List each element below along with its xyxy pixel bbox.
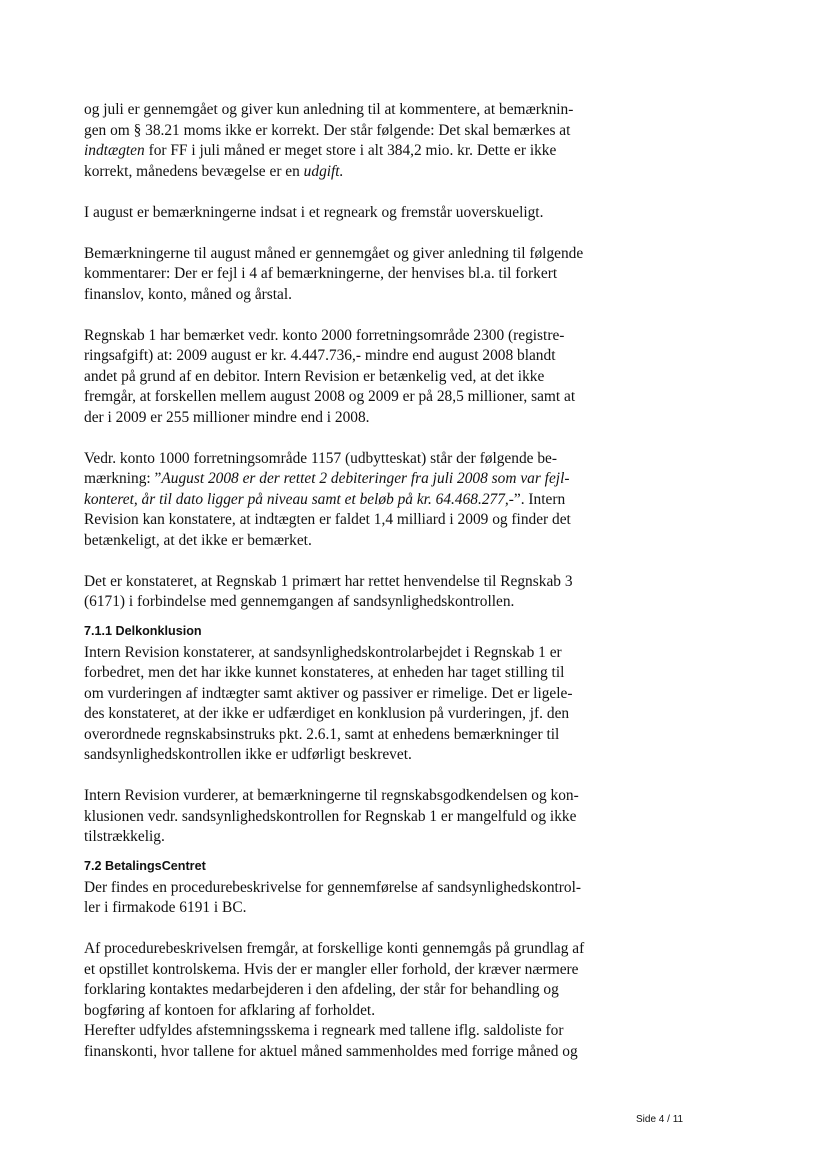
document-page bbox=[84, 100, 624, 1062]
text-fragment: for FF i juli måned er meget store i alt 384,2 mio. kr. Dette er ikke bbox=[144, 142, 557, 159]
text-line: der i 2009 er 255 millioner mindre end i 2008. bbox=[84, 408, 370, 426]
text-line: finanskonti, hvor tallene for aktuel måned sammenholdes med forrige måned og bbox=[84, 1042, 578, 1060]
paragraph-account-2000 bbox=[84, 326, 624, 429]
text-line: Regnskab 1 har bemærket vedr. konto 2000 forretningsområde 2300 (registre- bbox=[84, 326, 565, 344]
text-line: forbedret, men det har ikke kunnet konstateres, at enheden har taget stilling til bbox=[84, 664, 565, 681]
text-line: Intern Revision vurderer, at bemærkningerne til regnskabsgodkendelsen og kon- bbox=[84, 787, 579, 804]
text-line: andet på grund af en debitor. Intern Revision er betænkelig ved, at det ikke bbox=[84, 367, 545, 385]
text-line: et opstillet kontrolskema. Hvis der er mangler eller forhold, der kræver nærmere bbox=[84, 960, 579, 978]
text-fragment: korrekt, månedens bevægelse er en bbox=[84, 162, 304, 180]
text-line: bogføring af kontoen for afklaring af forholdet. bbox=[84, 1001, 376, 1019]
text-line: Det er konstateret, at Regnskab 1 primært har rettet henvendelse til Regnskab 3 bbox=[84, 572, 573, 590]
paragraph-delkonklusion bbox=[84, 643, 624, 766]
text-line: betænkeligt, at det ikke er bemærket. bbox=[84, 531, 312, 549]
text-line: kommentarer: Der er fejl i 4 af bemærkningerne, der henvises bl.a. til forkert bbox=[84, 265, 558, 282]
paragraph-august-review bbox=[84, 244, 624, 306]
text-line: Intern Revision konstaterer, at sandsynlighedskontrolarbejdet i Regnskab 1 er bbox=[84, 643, 562, 661]
text-line: Der findes en procedurebeskrivelse for gennemførelse af sandsynlighedskontrol- bbox=[84, 878, 582, 896]
section-heading-delkonklusion: 7.1.1 Delkonklusion bbox=[84, 623, 202, 638]
text-line bbox=[84, 162, 624, 183]
text-line: klusionen vedr. sandsynlighedskontrollen for Regnskab 1 er mangelfuld og ikke bbox=[84, 807, 577, 825]
text-fragment: ”. Intern bbox=[513, 490, 566, 508]
text-line: ringsafgift) at: 2009 august er kr. 4.447.736,- mindre end august 2008 blandt bbox=[84, 347, 556, 364]
section-heading-betalingscentret: 7.2 BetalingsCentret bbox=[84, 858, 206, 873]
paragraph-july-comments bbox=[84, 100, 624, 182]
text-line: sandsynlighedskontrollen ikke er udførligt beskrevet. bbox=[84, 746, 412, 763]
text-line: Af procedurebeskrivelsen fremgår, at forskellige konti gennemgås på grundlag af bbox=[84, 940, 585, 957]
text-line: fremgår, at forskellen mellem august 2008 og 2009 er på 28,5 millioner, samt at bbox=[84, 388, 576, 405]
emphasis-text: udgift. bbox=[303, 162, 344, 180]
text-line bbox=[84, 469, 624, 490]
text-line bbox=[84, 141, 624, 162]
paragraph-procedure-details bbox=[84, 939, 624, 1062]
text-line: finanslov, konto, måned og årstal. bbox=[84, 285, 293, 303]
paragraph-account-1000 bbox=[84, 449, 624, 552]
text-line: Herefter udfyldes afstemningsskema i regneark med tallene iflg. saldoliste for bbox=[84, 1022, 564, 1039]
text-line: des konstateret, at der ikke er udfærdiget en konklusion på vurderingen, jf. den bbox=[84, 705, 570, 722]
text-line: Revision kan konstatere, at indtægten er faldet 1,4 milliard i 2009 og finder det bbox=[84, 511, 571, 528]
text-line: forklaring kontaktes medarbejderen i den afdeling, der står for behandling og bbox=[84, 981, 559, 998]
text-line: Bemærkningerne til august måned er gennemgået og giver anledning til følgende bbox=[84, 244, 584, 262]
page-number: Side 4 / 11 bbox=[636, 1114, 684, 1125]
paragraph-procedure-description bbox=[84, 878, 624, 919]
text-line: om vurderingen af indtægter samt aktiver og passiver er rimelige. Det er ligele- bbox=[84, 684, 573, 702]
text-line: overordnede regnskabsinstruks pkt. 2.6.1, samt at enhedens bemærkninger til bbox=[84, 725, 560, 743]
text-line: I august er bemærkningerne indsat i et regneark og fremstår uoverskueligt. bbox=[84, 203, 544, 221]
text-line: ler i firmakode 6191 i BC. bbox=[84, 899, 247, 916]
text-fragment: mærkning: ” bbox=[84, 470, 162, 487]
emphasis-text: indtægten bbox=[84, 142, 145, 159]
paragraph-regnskab-contact bbox=[84, 572, 624, 613]
text-line: gen om § 38.21 moms ikke er korrekt. Der står følgende: Det skal bemærkes at bbox=[84, 121, 571, 139]
paragraph-august-spreadsheet bbox=[84, 203, 624, 224]
emphasis-text: konteret, år til dato ligger på niveau samt et beløb på kr. 64.468.277,- bbox=[84, 490, 514, 508]
text-line: (6171) i forbindelse med gennemgangen af sandsynlighedskontrollen. bbox=[84, 593, 515, 610]
text-line: og juli er gennemgået og giver kun anledning til at kommentere, at bemærknin- bbox=[84, 101, 574, 118]
text-line: Vedr. konto 1000 forretningsområde 1157 (udbytteskat) står der følgende be- bbox=[84, 449, 557, 467]
text-line bbox=[84, 490, 624, 511]
emphasis-text: August 2008 er der rettet 2 debiteringer fra juli 2008 som var fejl- bbox=[161, 470, 570, 487]
paragraph-assessment bbox=[84, 786, 624, 848]
text-line: tilstrækkelig. bbox=[84, 828, 165, 845]
